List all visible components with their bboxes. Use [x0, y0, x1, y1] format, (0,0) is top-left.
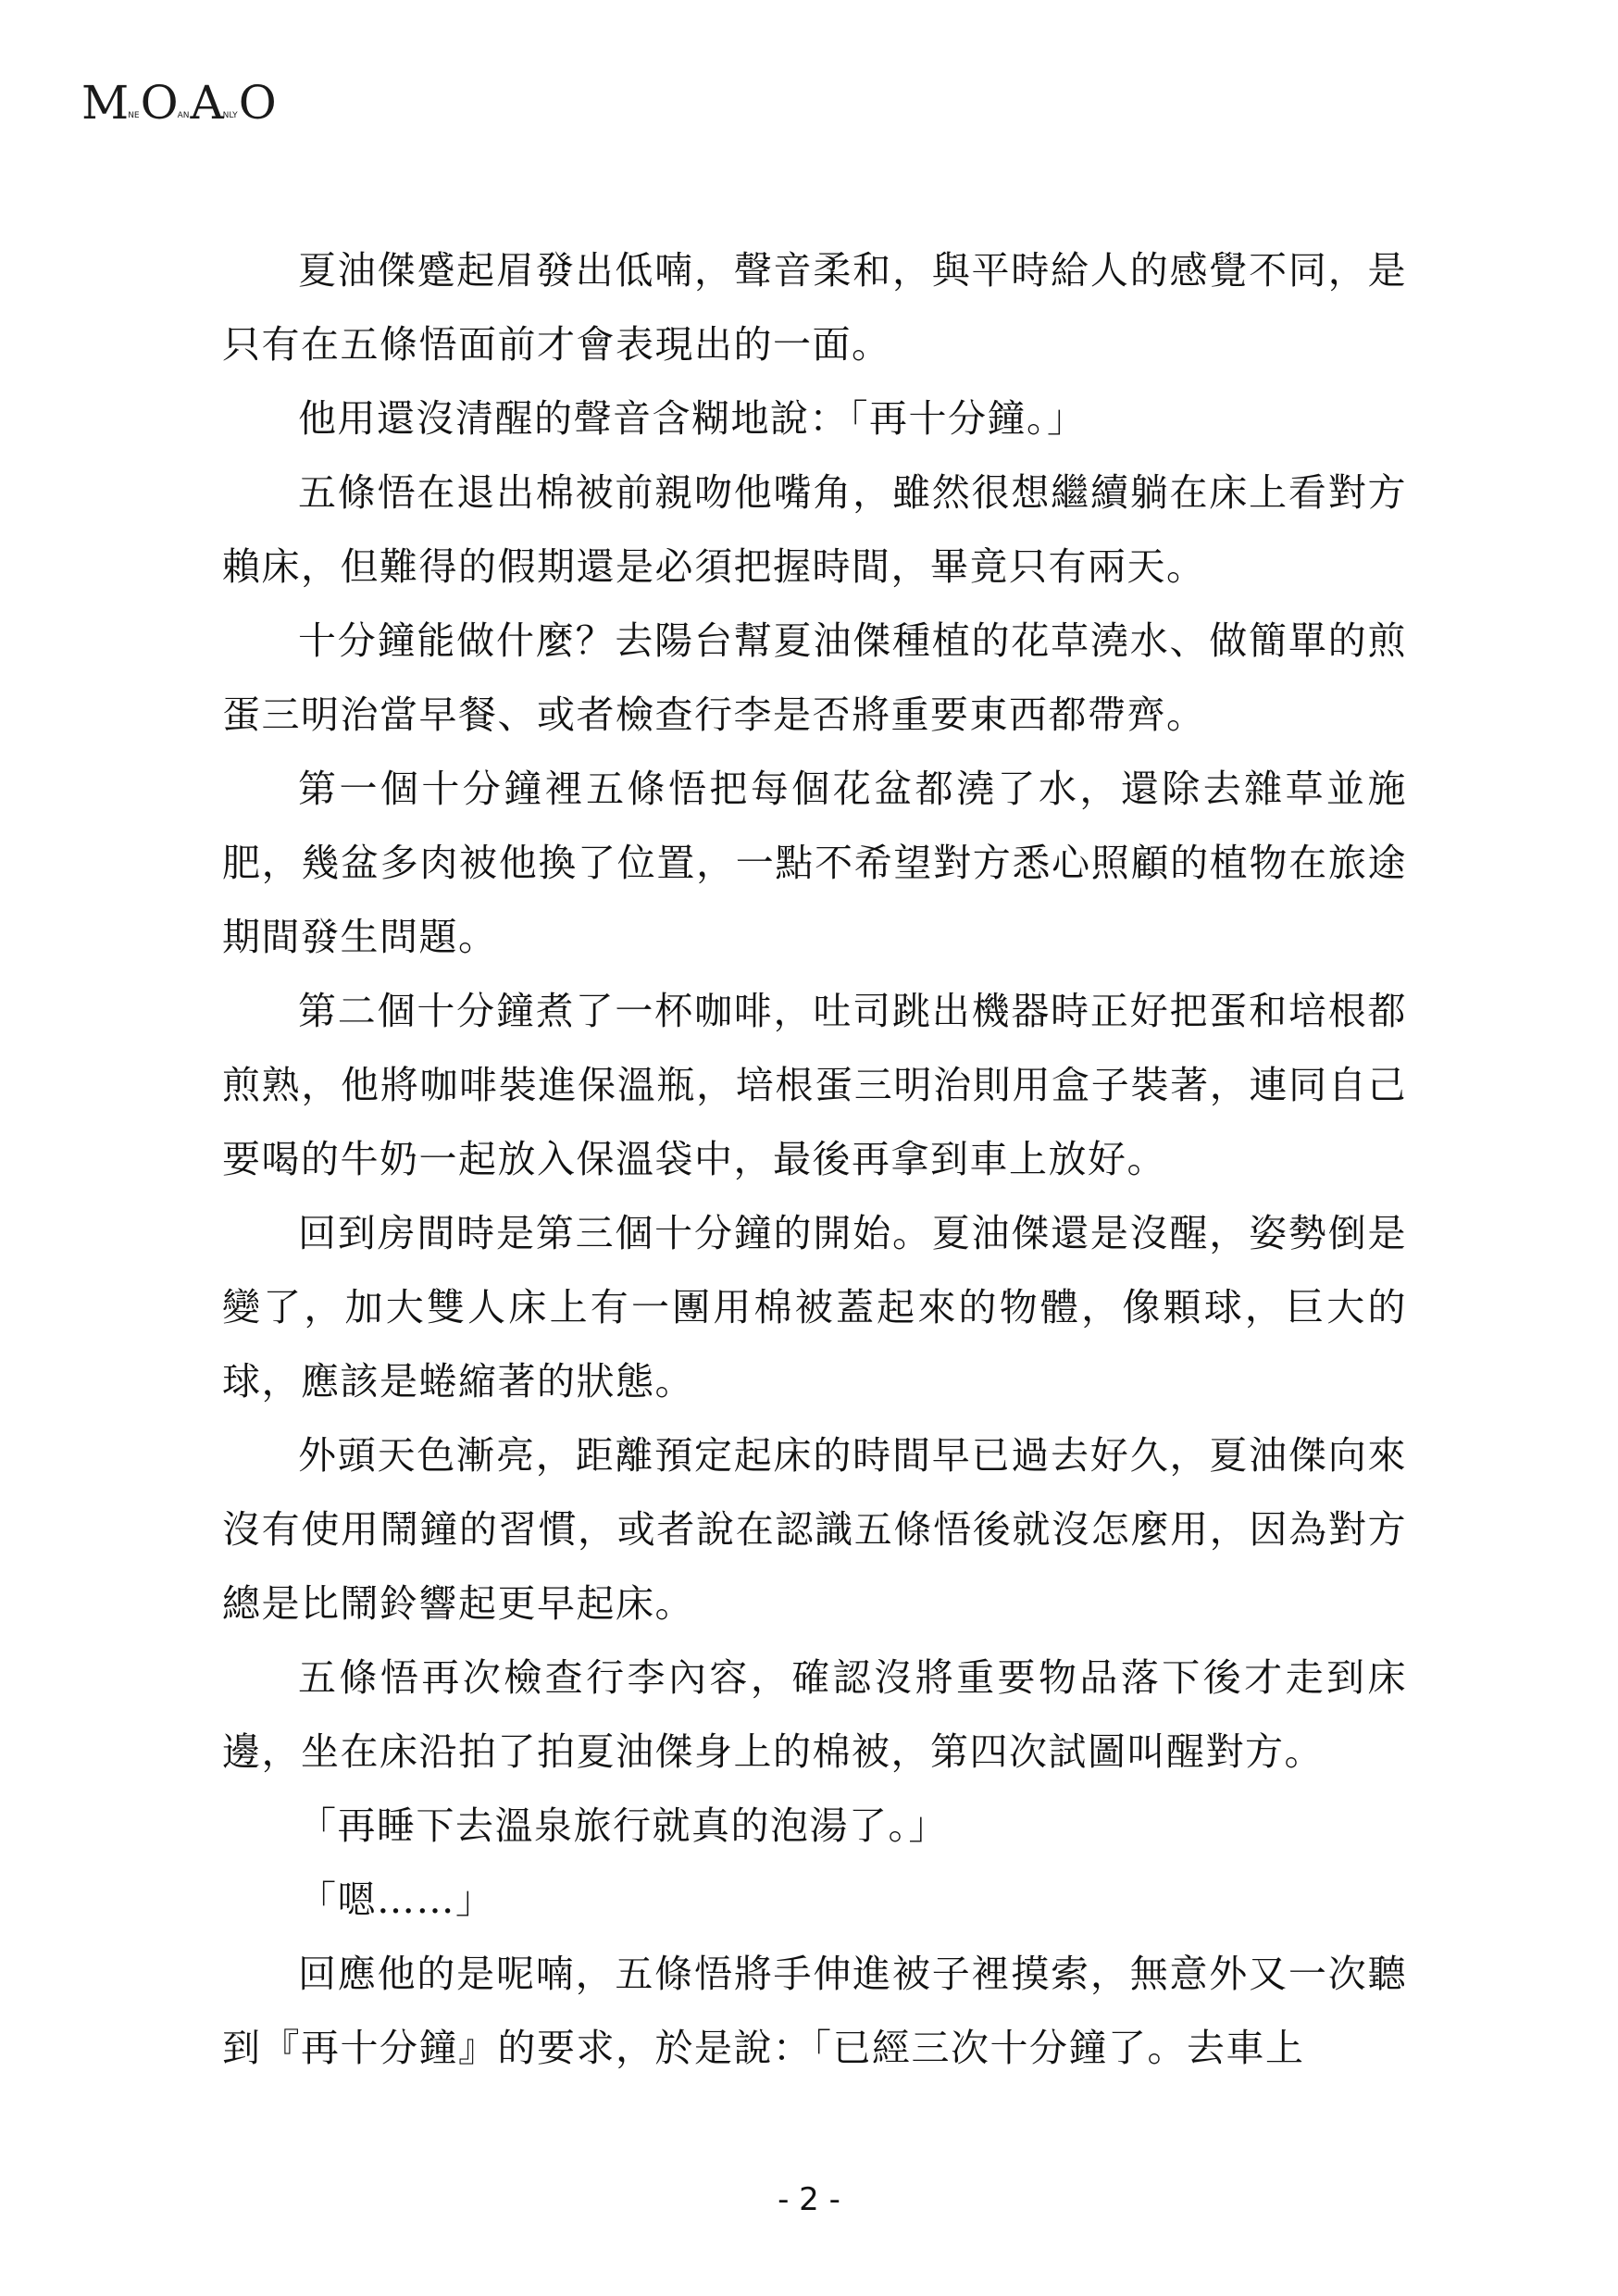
logo-small-text: NLY	[222, 111, 238, 120]
paragraph: 「嗯……」	[298, 1878, 495, 1922]
page-body	[222, 233, 1407, 2085]
paragraph: 第一個十分鐘裡五條悟把每個花盆都澆了水，還除去雜草並施肥，幾盆多肉被他換了位置，一點不希望對方悉心照顧的植物在旅途期間發生問題。	[222, 767, 1407, 959]
paragraph: 第二個十分鐘煮了一杯咖啡，吐司跳出機器時正好把蛋和培根都煎熟，他將咖啡裝進保溫瓶，培根蛋三明治則用盒子裝著，連同自己要喝的牛奶一起放入保溫袋中，最後再拿到車上放好。	[222, 989, 1407, 1181]
logo-small-text: NE	[128, 111, 140, 120]
paragraph: 他用還沒清醒的聲音含糊地說：「再十分鐘。」	[298, 396, 1087, 441]
paragraph: 五條悟再次檢查行李內容，確認沒將重要物品落下後才走到床邊，坐在床沿拍了拍夏油傑身上的棉被，第四次試圖叫醒對方。	[222, 1655, 1407, 1774]
logo-letter: A	[190, 76, 222, 130]
paragraph: 外頭天色漸亮，距離預定起床的時間早已過去好久，夏油傑向來沒有使用鬧鐘的習慣，或者說在認識五條悟後就沒怎麼用，因為對方總是比鬧鈴響起更早起床。	[222, 1433, 1407, 1626]
logo-letter: O	[238, 76, 275, 130]
paragraph: 夏油傑蹙起眉發出低喃，聲音柔和，與平時給人的感覺不同，是只有在五條悟面前才會表現出的一面。	[222, 248, 1407, 367]
publisher-logo	[81, 76, 275, 130]
paragraph: 十分鐘能做什麼？去陽台幫夏油傑種植的花草澆水、做簡單的煎蛋三明治當早餐、或者檢查行李是否將重要東西都帶齊。	[222, 618, 1407, 737]
logo-small-text: AN	[177, 111, 190, 120]
paragraph: 五條悟在退出棉被前親吻他嘴角，雖然很想繼續躺在床上看對方賴床，但難得的假期還是必須把握時間，畢竟只有兩天。	[222, 470, 1407, 589]
paragraph: 「再睡下去溫泉旅行就真的泡湯了。」	[298, 1803, 948, 1848]
page-number: - 2 -	[778, 2181, 840, 2218]
paragraph: 回應他的是呢喃，五條悟將手伸進被子裡摸索，無意外又一次聽到『再十分鐘』的要求，於是說：「已經三次十分鐘了。去車上	[222, 1952, 1407, 2070]
logo-letter: M	[81, 76, 128, 130]
logo-letter: O	[140, 76, 177, 130]
paragraph: 回到房間時是第三個十分鐘的開始。夏油傑還是沒醒，姿勢倒是變了，加大雙人床上有一團用棉被蓋起來的物體，像顆球，巨大的球，應該是蜷縮著的狀態。	[222, 1211, 1407, 1404]
